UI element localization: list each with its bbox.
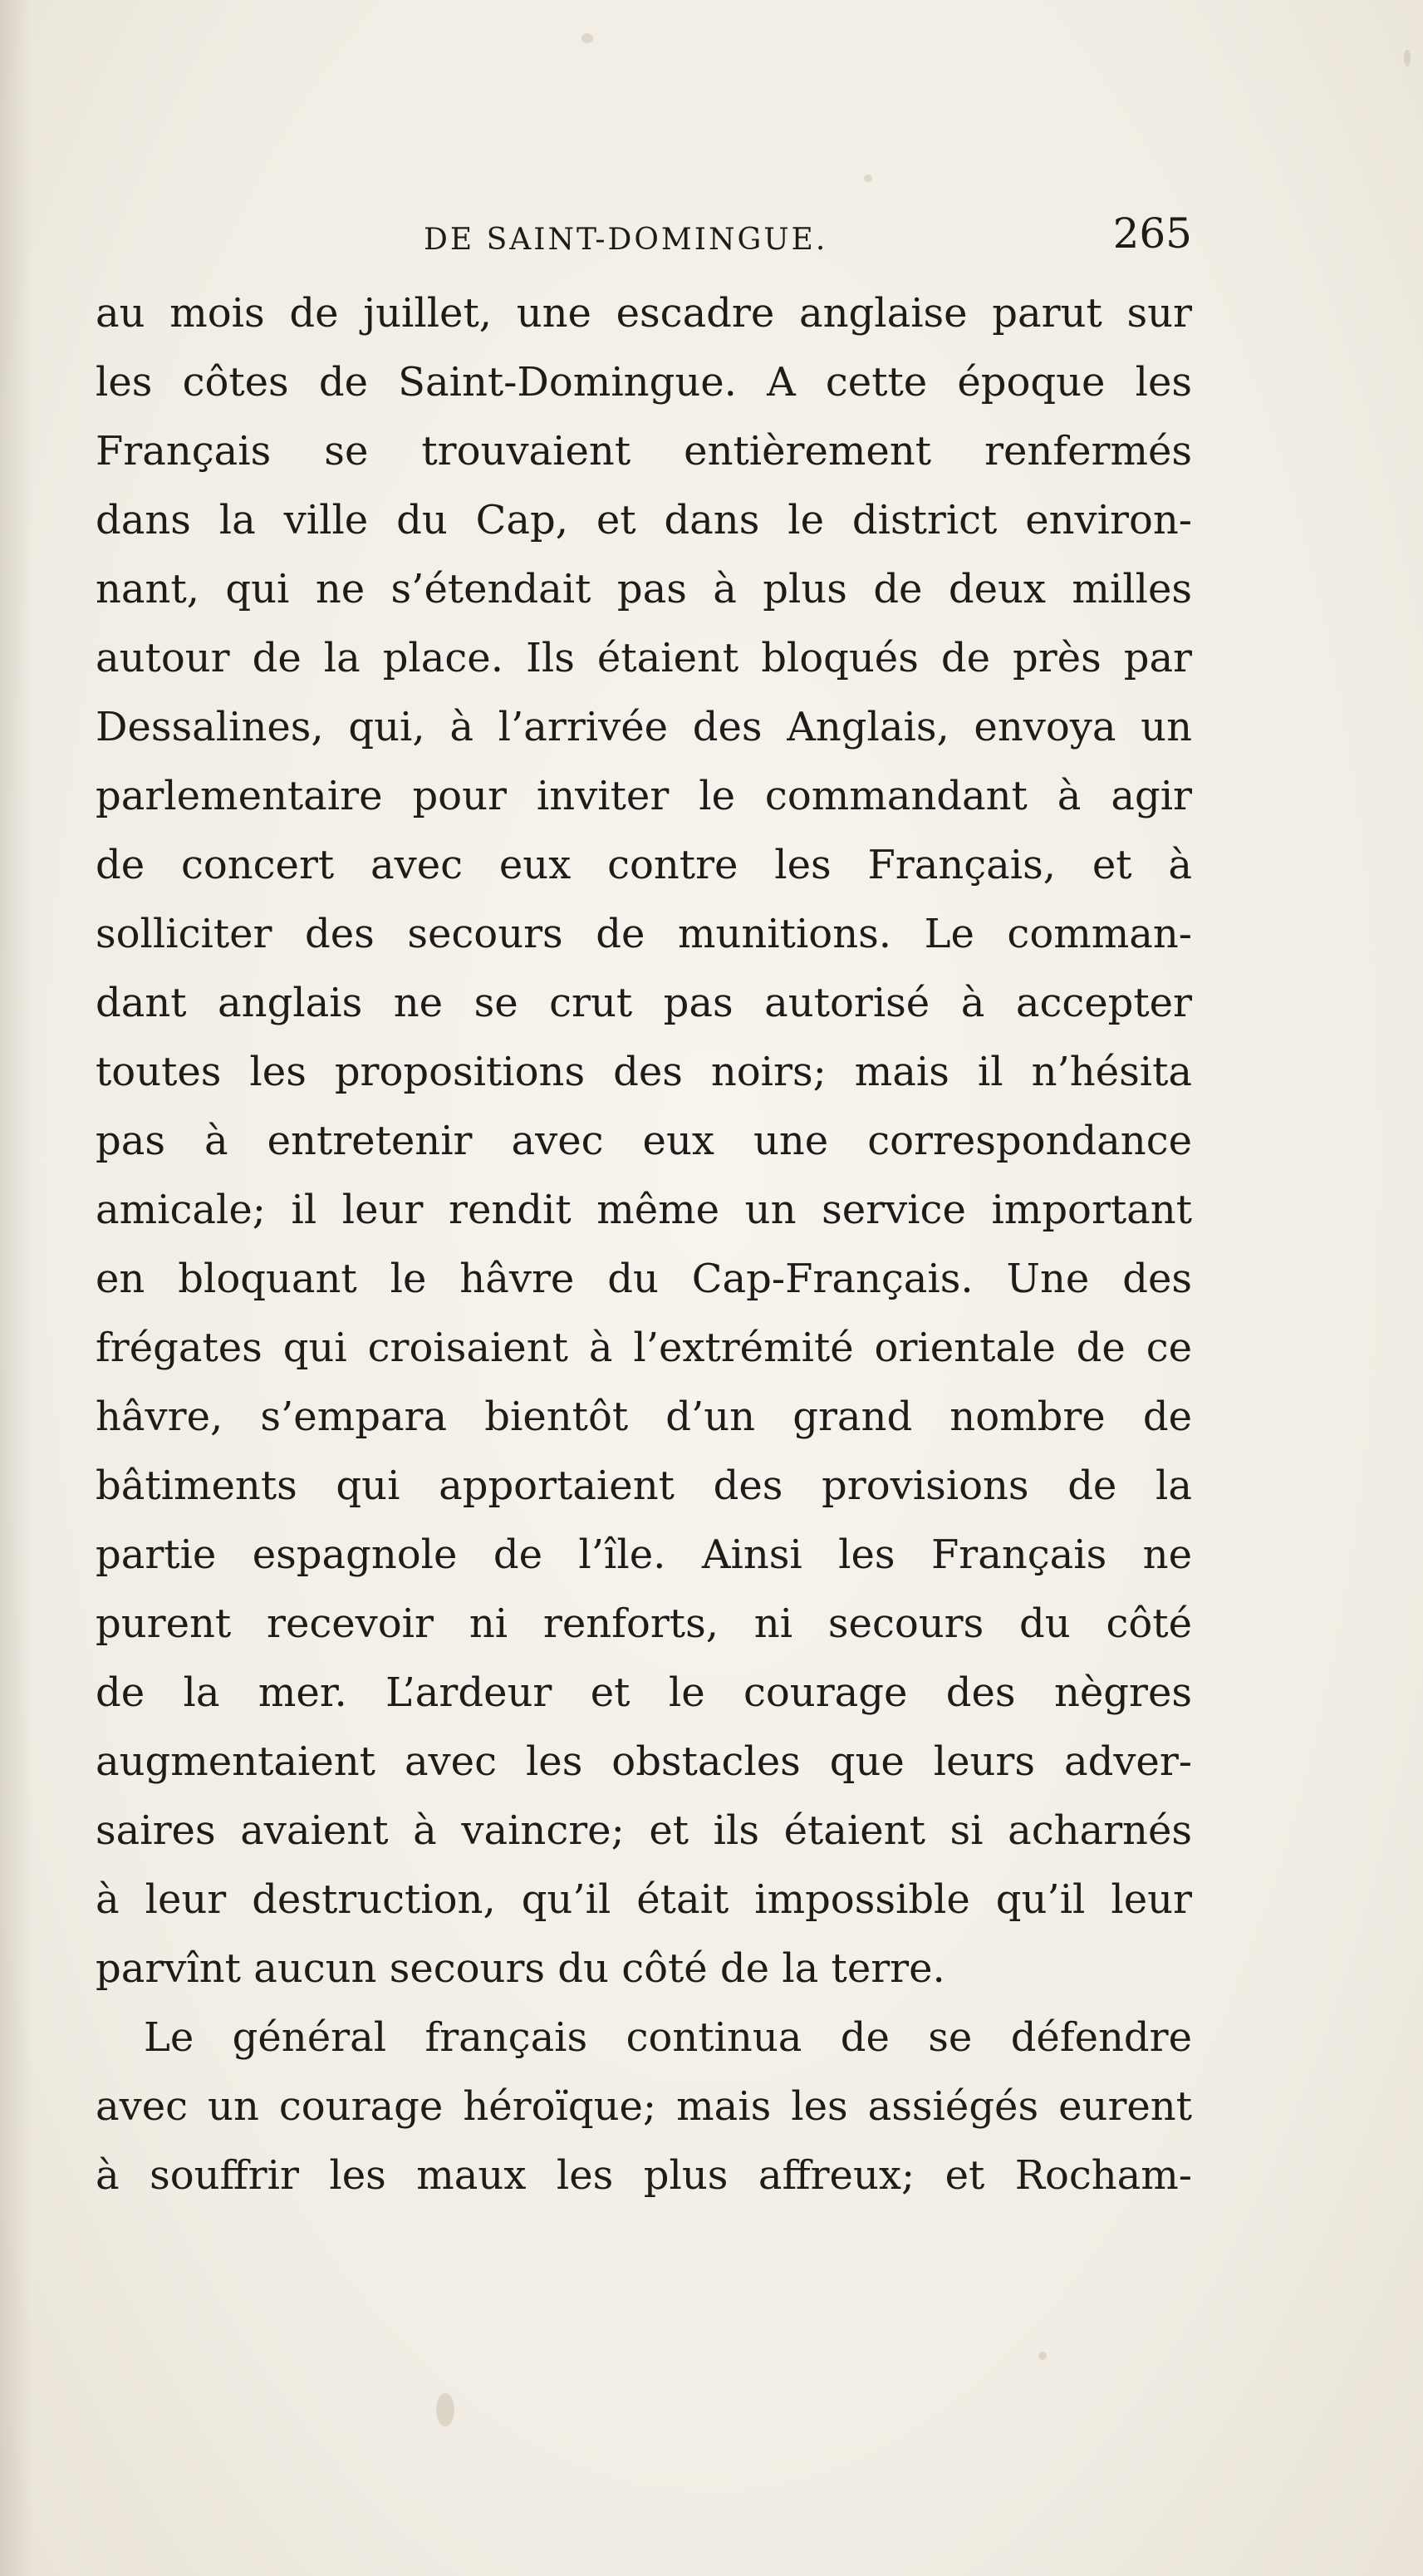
- text-line: toutes les propositions des noirs; mais il n’hésita: [96, 1049, 1192, 1095]
- paper-speck: [436, 2393, 454, 2426]
- paper-speck: [864, 175, 872, 182]
- body-text: [96, 279, 1192, 2210]
- text-line: pas à entretenir avec eux une correspondance: [96, 1118, 1192, 1164]
- text-line: amicale; il leur rendit même un service important: [96, 1187, 1192, 1233]
- running-head: DE SAINT-DOMINGUE.: [424, 223, 828, 257]
- paragraph-last-line: parvînt aucun secours du côté de la terre.: [96, 1945, 945, 1992]
- text-line: de concert avec eux contre les Français, et à: [96, 842, 1192, 888]
- text-line: à souffrir les maux les plus affreux; et Rocham-: [96, 2152, 1192, 2199]
- text-line: bâtiments qui apportaient des provisions de la: [96, 1463, 1192, 1509]
- text-line: hâvre, s’empara bientôt d’un grand nombre de: [96, 1394, 1192, 1440]
- text-line: les côtes de Saint-Domingue. A cette époque les: [96, 359, 1192, 406]
- text-line: Dessalines, qui, à l’arrivée des Anglais, envoya un: [96, 704, 1192, 750]
- paper-speck: [1038, 2352, 1047, 2360]
- text-line: parlementaire pour inviter le commandant à agir: [96, 773, 1192, 819]
- paper-speck: [581, 33, 593, 43]
- text-line: augmentaient avec les obstacles que leurs adver-: [96, 1738, 1192, 1785]
- text-line: avec un courage héroïque; mais les assiégés eurent: [96, 2083, 1192, 2130]
- paper-speck: [1404, 50, 1411, 66]
- page-fold-shadow: [0, 0, 33, 2576]
- text-line: à leur destruction, qu’il était impossible qu’il leur: [96, 1876, 1192, 1923]
- text-line: Français se trouvaient entièrement renfermés: [96, 428, 1192, 474]
- text-line: solliciter des secours de munitions. Le comman-: [96, 911, 1192, 957]
- page-number: 265: [1112, 209, 1192, 258]
- text-line: frégates qui croisaient à l’extrémité orientale de ce: [96, 1325, 1192, 1371]
- text-line: partie espagnole de l’île. Ainsi les Français ne: [96, 1531, 1192, 1578]
- text-line: de la mer. L’ardeur et le courage des nègres: [96, 1669, 1192, 1716]
- text-line: dans la ville du Cap, et dans le district environ-: [96, 497, 1192, 543]
- text-line: saires avaient à vaincre; et ils étaient si acharnés: [96, 1807, 1192, 1854]
- page-header: [96, 209, 1192, 273]
- text-line: dant anglais ne se crut pas autorisé à accepter: [96, 980, 1192, 1026]
- text-line: en bloquant le hâvre du Cap-Français. Une des: [96, 1256, 1192, 1302]
- text-line: purent recevoir ni renforts, ni secours du côté: [96, 1600, 1192, 1647]
- text-line: nant, qui ne s’étendait pas à plus de deux milles: [96, 566, 1192, 612]
- text-line: au mois de juillet, une escadre anglaise parut sur: [96, 290, 1192, 337]
- text-line: autour de la place. Ils étaient bloqués de près par: [96, 635, 1192, 681]
- paragraph-first-line: Le général français continua de se défendre: [144, 2014, 1192, 2061]
